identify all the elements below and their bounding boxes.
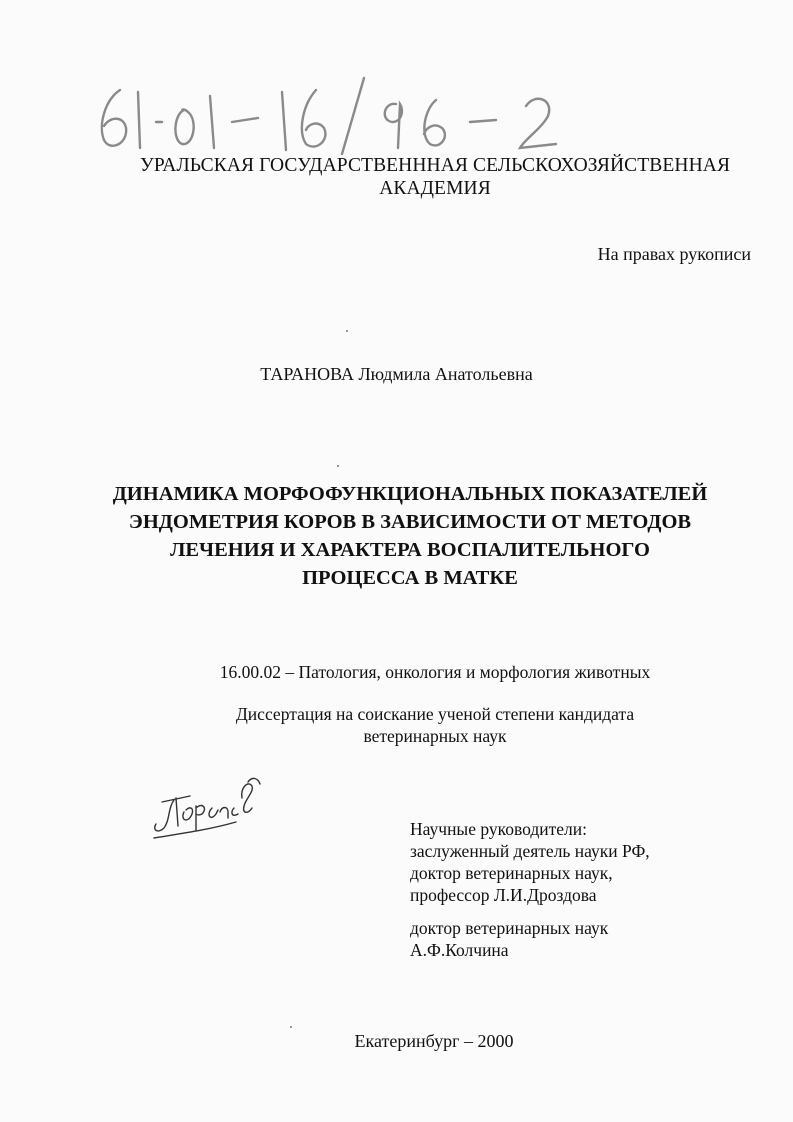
supervisor-1-line-3: профессор Л.И.Дроздова bbox=[410, 885, 597, 905]
institution-line-2: АКАДЕМИЯ bbox=[379, 178, 491, 199]
supervisor-1-line-2: доктор ветеринарных наук, bbox=[410, 863, 613, 883]
supervisors-heading: Научные руководители: bbox=[410, 819, 587, 839]
degree-statement bbox=[100, 703, 770, 747]
scan-speck bbox=[346, 330, 348, 332]
degree-line-1: Диссертация на соискание ученой степени кандидата bbox=[235, 704, 635, 724]
scan-speck bbox=[290, 1026, 292, 1028]
institution-line-1: УРАЛЬСКАЯ ГОСУДАРСТВЕНННАЯ СЕЛЬСКОХОЗЯЙСТВЕННАЯ bbox=[139, 155, 731, 176]
institution-name bbox=[100, 154, 770, 200]
handwritten-archive-number bbox=[80, 70, 600, 160]
author-signature bbox=[148, 768, 263, 848]
supervisor-1-line-1: заслуженный деятель науки РФ, bbox=[410, 841, 650, 861]
degree-line-2: ветеринарных наук bbox=[363, 726, 507, 746]
title-line-3: ЛЕЧЕНИЯ И ХАРАКТЕРА ВОСПАЛИТЕЛЬНОГО bbox=[170, 539, 650, 561]
handwritten-number-text bbox=[0, 0, 1, 1]
title-line-1: ДИНАМИКА МОРФОФУНКЦИОНАЛЬНЫХ ПОКАЗАТЕЛЕЙ bbox=[112, 483, 708, 505]
supervisor-2-line-2: А.Ф.Колчина bbox=[410, 940, 509, 960]
city-and-year: Екатеринбург – 2000 bbox=[354, 1031, 514, 1051]
rights-note: На правах рукописи bbox=[597, 244, 751, 264]
scan-speck bbox=[337, 465, 339, 467]
title-line-4: ПРОЦЕССА В МАТКЕ bbox=[302, 567, 518, 589]
dissertation-title bbox=[60, 480, 760, 592]
title-line-2: ЭНДОМЕТРИЯ КОРОВ В ЗАВИСИМОСТИ ОТ МЕТОДОВ bbox=[128, 511, 692, 533]
specialty-code: 16.00.02 – Патология, онкология и морфология животных bbox=[219, 662, 651, 682]
supervisors-block bbox=[410, 818, 770, 961]
supervisor-2-line-1: доктор ветеринарных наук bbox=[410, 918, 609, 938]
author-name: ТАРАНОВА Людмила Анатольевна bbox=[260, 364, 533, 384]
